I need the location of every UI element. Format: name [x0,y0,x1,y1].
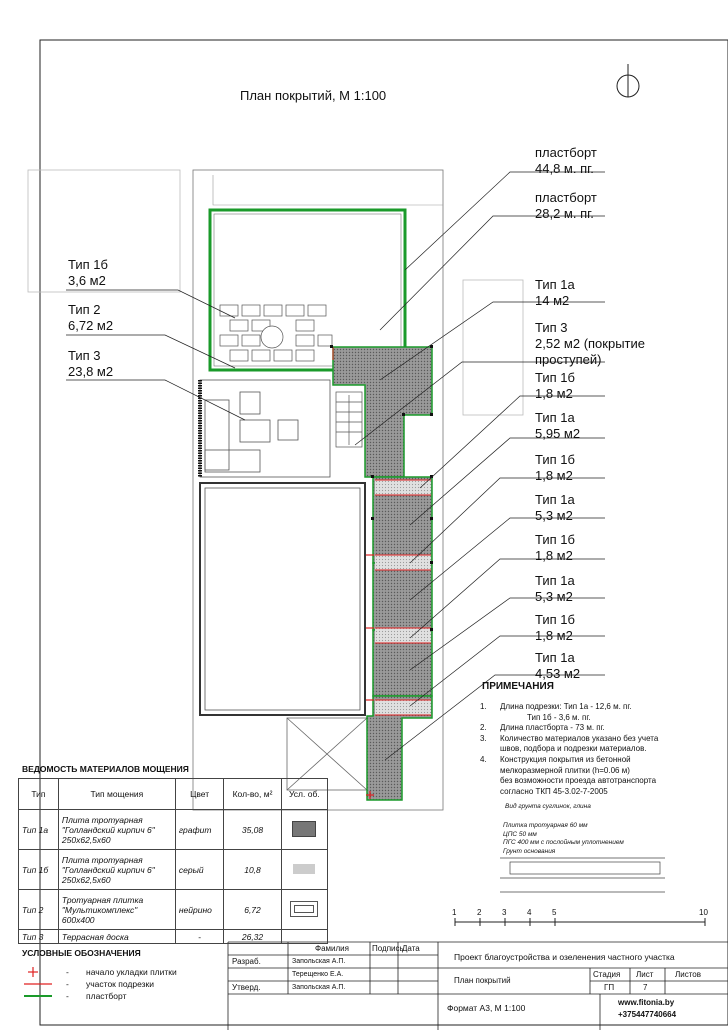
note-text: швов, подбора и подрезки материалов. [500,744,647,754]
tile-pattern-tip2 [220,305,332,361]
header-qty: Кол-во, м² [224,779,281,810]
terrace-furniture [205,392,298,472]
note-text: Длина подрезки: Тип 1а - 12,6 м. пг. [500,702,632,711]
note-number: 2. [480,723,487,733]
tb-project: Проект благоустройства и озеленения частного участка [454,952,675,962]
note-number: 1. [480,702,487,711]
callout-label: 2,52 м2 (покрытие [535,336,645,351]
scale-bar-label: 3 [502,908,507,917]
scale-bar-label: 1 [452,908,457,917]
legend-label: участок подрезки [86,979,154,989]
tb-stage: ГП [604,983,615,992]
scale-bar [455,918,705,926]
leader-lines [66,172,605,760]
tb-site[interactable]: www.fitonia.by [618,998,675,1007]
path-segment-1a [373,563,432,630]
callout-label: Тип 1а [535,492,575,507]
callout-label: Тип 1б [535,612,575,627]
table-row [19,810,328,850]
callout-label: 5,95 м2 [535,426,581,441]
callout-label-left: Тип 2 [68,302,101,317]
callout-label: Тип 3 [535,320,568,335]
callout-label: 1,8 м2 [535,386,573,401]
tb-role: Утверд. [232,983,261,992]
table-row [19,930,328,944]
tb-role: Разраб. [232,957,261,966]
cell-name: Плита тротуарная "Голландский кирпич 6" 250х62,5х60 [58,850,175,890]
callout-label: 1,8 м2 [535,548,573,563]
section-layer-label: Плитка тротуарная 60 мм [503,822,588,829]
section-layer-label: Грунт основания [503,847,556,855]
cell-color: серый [175,850,224,890]
stairs [336,392,362,447]
tb-col-date: Дата [402,944,420,953]
callout-label: Тип 1а [535,573,575,588]
scale-bar-label: 10 [699,908,708,917]
pavement-section [500,858,665,892]
callout-label-left: 6,72 м2 [68,318,114,333]
cell-type: Тип 3 [19,930,59,944]
callout-label: Тип 1б [535,532,575,547]
table-header-row [19,779,328,810]
neighbour-outline-right [463,280,523,415]
table-title: ВЕДОМОСТЬ МАТЕРИАЛОВ МОЩЕНИЯ [22,764,189,774]
legend-title: УСЛОВНЫЕ ОБОЗНАЧЕНИЯ [22,948,141,958]
callout-label: 5,3 м2 [535,508,573,523]
tile-rects-icon [290,901,318,917]
callout-label: 5,3 м2 [535,589,573,604]
symbol-tip3 [281,930,327,944]
tb-col-sign: Подпись [372,944,404,953]
callout-label: Тип 1а [535,650,575,665]
tb-sheet: 7 [643,983,648,992]
cell-type: Тип 1а [19,810,59,850]
scale-bar-label: 2 [477,908,482,917]
tb-sheets-label: Листов [675,970,701,979]
legend-dash: - [66,991,69,1001]
callout-label: пластборт [535,145,597,160]
table-row [19,850,328,890]
cell-type: Тип 1б [19,850,59,890]
callout-label-left: 23,8 м2 [68,364,114,379]
tb-stage-label: Стадия [593,970,621,979]
callout-label: проступей) [535,352,602,367]
tb-name: Запольская А.П. [292,958,346,965]
header-color: Цвет [175,779,224,810]
note-text: Тип 1б - 3,6 м. пг. [527,712,591,722]
section-layer-label: ЦПС 50 мм [503,830,537,838]
callout-label: Тип 1а [535,277,575,292]
cell-color: нейрино [175,890,224,930]
table-row [19,890,328,930]
callout-label: 14 м2 [535,293,570,308]
symbol-tip2 [281,890,327,930]
tile-swatch-dark-icon [292,821,316,837]
header-paving: Тип мощения [58,779,175,810]
tb-col-surname: Фамилия [315,944,349,953]
note-number: 4. [480,755,487,764]
house [200,483,365,715]
callout-label: Тип 1а [535,410,575,425]
section-ground-label: Вид грунта суглинок, глина [505,803,591,810]
symbol-tip1a [281,810,327,850]
callout-label: Тип 1б [535,370,575,385]
callout-label: Тип 1б [535,452,575,467]
legend-label: начало укладки плитки [86,967,177,977]
scale-bar-label: 5 [552,908,557,917]
cell-name: Тротуарная плитка "Мультикомплекс" 600х400 [58,890,175,930]
cell-type: Тип 2 [19,890,59,930]
legend-symbols [24,967,52,996]
callout-label-left: Тип 3 [68,348,101,363]
cell-qty: 10,8 [224,850,281,890]
tb-name: Терещенко Е.А. [292,971,344,978]
callout-label: 1,8 м2 [535,468,573,483]
symbol-tip1b [281,850,327,890]
section-layer-label: ПГС 400 мм с послойным уплотнением [503,839,624,846]
cell-qty: 26,32 [224,930,281,944]
header-type: Тип [19,779,59,810]
callout-label: 1,8 м2 [535,628,573,643]
cell-color: - [175,930,224,944]
drawing-title: План покрытий, М 1:100 [240,88,387,103]
note-text: согласно ТКП 45-3.02-7-2005 [500,786,608,796]
terrace [200,380,330,477]
callout-label: 28,2 м. пг. [535,206,594,221]
tb-sheet-name: План покрытий [454,976,511,985]
scale-bar-label: 4 [527,908,532,917]
tb-format: Формат А3, М 1:100 [447,1003,526,1013]
tb-name: Запольская А.П. [292,984,346,991]
callout-label: 4,53 м2 [535,666,581,681]
north-arrow-icon [617,64,639,97]
legend-dash: - [66,967,69,977]
callout-label: 44,8 м. пг. [535,161,594,176]
legend-dash: - [66,979,69,989]
note-text: Конструкция покрытия из бетонной [500,755,631,764]
callout-label-left: 3,6 м2 [68,273,106,288]
legend-label: пластборт [86,991,127,1001]
tb-phone: +375447740664 [618,1010,677,1019]
cell-name: Террасная доска [58,930,175,944]
callout-label: пластборт [535,190,597,205]
materials-table [18,778,328,944]
notes-heading: ПРИМЕЧАНИЯ [482,681,554,692]
note-text: Количество материалов указано без учета [500,733,659,743]
note-text: мелкоразмерной плитки (h=0.06 м) [500,765,630,775]
cell-qty: 35,08 [224,810,281,850]
cell-qty: 6,72 [224,890,281,930]
tb-sheet-label: Лист [636,970,654,979]
tile-swatch-light-icon [293,864,315,874]
callout-label-left: Тип 1б [68,257,108,272]
note-number: 3. [480,733,487,743]
note-text: без возможности проезда автотранспорта [500,776,657,786]
cell-name: Плита тротуарная "Голландский кирпич 6" 250х62,5х60 [58,810,175,850]
header-symbol: Усл. об. [281,779,327,810]
note-text: Длина пластборта - 73 м. пг. [500,723,605,733]
cell-color: графит [175,810,224,850]
